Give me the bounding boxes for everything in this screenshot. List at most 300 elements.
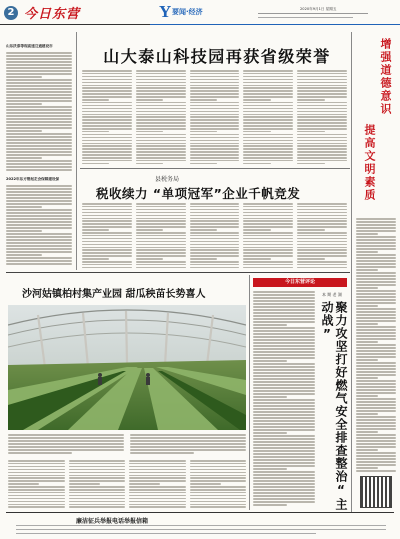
- text-line: [69, 463, 126, 465]
- text-line: [6, 157, 42, 159]
- text-line: [297, 134, 347, 136]
- text-line: [253, 462, 315, 464]
- text-line: [253, 390, 315, 392]
- text-line: [356, 434, 396, 436]
- text-line: [253, 384, 315, 386]
- text-line: [82, 226, 132, 228]
- text-line: [297, 220, 347, 222]
- text-line: [129, 489, 186, 491]
- text-line: [243, 249, 293, 251]
- text-line: [190, 489, 247, 491]
- text-line: [82, 258, 109, 260]
- text-line: [253, 378, 315, 380]
- text-line: [6, 197, 72, 199]
- text-line: [356, 305, 378, 307]
- text-line: [297, 85, 347, 87]
- text-line: [82, 128, 132, 130]
- text-line: [82, 125, 132, 127]
- text-line: [6, 130, 42, 132]
- text-line: [69, 483, 100, 485]
- text-line: [190, 472, 247, 474]
- text-line: [6, 221, 72, 223]
- text-line: [297, 264, 347, 266]
- text-line: [190, 154, 240, 156]
- text-line: [69, 460, 126, 462]
- text-line: [69, 501, 126, 503]
- text-line: [297, 140, 347, 142]
- text-line: [136, 229, 163, 231]
- text-line: [253, 333, 315, 335]
- text-line: [82, 163, 109, 165]
- text-line: [253, 363, 315, 365]
- text-line: [136, 85, 186, 87]
- text-line: [6, 82, 72, 84]
- text-line: [8, 446, 124, 448]
- text-line: [297, 111, 347, 113]
- text-line: [136, 241, 186, 243]
- text-line: [253, 330, 315, 332]
- footer-box: [6, 512, 394, 537]
- text-line: [82, 105, 132, 107]
- section-name: 要闻·经济: [172, 8, 203, 16]
- text-line: [297, 114, 347, 116]
- text-line: [356, 356, 396, 358]
- text-line: [297, 238, 347, 240]
- text-line: [82, 212, 132, 214]
- text-line: [356, 428, 396, 430]
- text-line: [6, 94, 72, 96]
- text-line: [136, 212, 186, 214]
- text-line: [8, 449, 124, 451]
- text-line: [297, 206, 347, 208]
- text-line: [8, 469, 65, 471]
- text-line: [297, 122, 347, 124]
- text-line: [253, 297, 315, 299]
- text-line: [136, 102, 186, 104]
- text-line: [136, 220, 186, 222]
- text-line: [356, 353, 396, 355]
- text-line: [243, 105, 293, 107]
- text-line: [253, 324, 287, 326]
- text-line: [356, 359, 378, 361]
- text-line: [82, 145, 132, 147]
- text-line: [6, 169, 72, 171]
- text-line: [190, 255, 240, 257]
- text-line: [69, 466, 126, 468]
- text-line: [243, 99, 270, 101]
- text-line: [356, 347, 396, 349]
- text-line: [136, 108, 186, 110]
- text-line: [82, 111, 132, 113]
- text-line: [253, 408, 315, 410]
- text-line: [82, 241, 132, 243]
- text-line: [6, 191, 72, 193]
- text-line: [253, 345, 315, 347]
- text-line: [253, 498, 315, 500]
- text-line: [190, 111, 240, 113]
- text-line: [356, 320, 396, 322]
- text-line: [243, 238, 293, 240]
- text-line: [190, 261, 240, 263]
- left-column-divider: [76, 32, 77, 270]
- text-line: [356, 335, 396, 337]
- text-line: [6, 52, 72, 54]
- text-line: [190, 215, 240, 217]
- text-line: [190, 475, 247, 477]
- text-line: [136, 218, 186, 220]
- text-line: [190, 96, 240, 98]
- text-line: [82, 90, 132, 92]
- text-line: [243, 128, 293, 130]
- text-line: [253, 480, 315, 482]
- text-line: [82, 223, 132, 225]
- text-line: [297, 119, 347, 121]
- text-line: [356, 287, 378, 289]
- text-line: [356, 311, 396, 313]
- text-line: [297, 70, 347, 72]
- left-headline-1: 山东沃泰等现高速互通建设市: [6, 44, 53, 48]
- text-line: [356, 266, 396, 268]
- text-line: [243, 241, 293, 243]
- text-line: [136, 90, 186, 92]
- newspaper-logo: 今日东营: [24, 7, 81, 22]
- right-column-divider: [351, 32, 352, 512]
- text-line: [6, 145, 72, 147]
- text-line: [356, 242, 396, 244]
- text-line: [297, 143, 347, 145]
- text-line: [356, 248, 396, 250]
- text-line: [253, 465, 315, 467]
- text-line: [136, 87, 186, 89]
- text-line: [136, 255, 186, 257]
- text-line: [243, 218, 293, 220]
- text-line: [136, 125, 186, 127]
- text-line: [190, 70, 240, 72]
- text-line: [190, 235, 240, 237]
- text-line: [6, 242, 72, 244]
- text-line: [82, 160, 132, 162]
- text-line: [190, 143, 240, 145]
- text-line: [6, 133, 72, 135]
- text-line: [82, 232, 132, 234]
- text-line: [82, 134, 132, 136]
- text-line: [297, 203, 347, 205]
- text-line: [243, 206, 293, 208]
- text-line: [6, 236, 72, 238]
- text-line: [243, 232, 293, 234]
- text-line: [356, 251, 378, 253]
- text-line: [190, 73, 240, 75]
- text-line: [6, 239, 72, 241]
- text-line: [190, 229, 217, 231]
- text-line: [297, 93, 347, 95]
- text-line: [8, 460, 65, 462]
- text-line: [136, 137, 186, 139]
- text-line: [190, 116, 240, 118]
- text-line: [253, 396, 287, 398]
- text-line: [243, 82, 293, 84]
- text-line: [190, 501, 247, 503]
- text-line: [6, 194, 72, 196]
- text-line: [356, 257, 396, 259]
- text-line: [82, 85, 132, 87]
- text-line: [190, 495, 247, 497]
- text-line: [356, 275, 396, 277]
- text-line: [253, 351, 315, 353]
- mid-page-rule: [6, 272, 350, 273]
- text-line: [297, 235, 347, 237]
- text-line: [130, 446, 246, 448]
- text-line: [190, 492, 247, 494]
- text-line: [136, 264, 186, 266]
- text-line: [243, 235, 293, 237]
- text-line: [6, 163, 72, 165]
- text-line: [6, 200, 72, 202]
- text-line: [253, 303, 315, 305]
- text-line: [6, 188, 72, 190]
- text-line: [136, 140, 186, 142]
- text-line: [243, 114, 293, 116]
- text-line: [136, 119, 186, 121]
- text-line: [297, 226, 347, 228]
- text-line: [356, 302, 396, 304]
- text-line: [136, 235, 186, 237]
- text-line: [297, 105, 347, 107]
- text-line: [253, 453, 315, 455]
- text-line: [253, 474, 315, 476]
- text-line: [356, 227, 396, 229]
- text-line: [356, 464, 396, 466]
- text-line: [6, 115, 72, 117]
- text-line: [356, 323, 378, 325]
- text-line: [129, 477, 186, 479]
- text-line: [297, 125, 347, 127]
- text-line: [6, 185, 72, 187]
- text-line: [243, 122, 293, 124]
- text-line: [356, 296, 396, 298]
- text-line: [253, 309, 315, 311]
- text-line: [136, 226, 186, 228]
- text-line: [253, 501, 315, 503]
- text-line: [82, 87, 132, 89]
- text-line: [82, 249, 132, 251]
- qr-code-image: [360, 476, 392, 508]
- text-line: [190, 122, 240, 124]
- text-line: [136, 157, 186, 159]
- text-line: [8, 492, 65, 494]
- text-line: [243, 96, 293, 98]
- text-line: [356, 350, 396, 352]
- text-line: [8, 501, 65, 503]
- right-news-box: [356, 218, 396, 508]
- text-line: [253, 315, 315, 317]
- text-line: [297, 241, 347, 243]
- text-line: [136, 99, 163, 101]
- text-line: [253, 321, 315, 323]
- footer-headline: 廉洁征兵举报电话举报信箱: [76, 518, 149, 525]
- text-line: [297, 137, 347, 139]
- text-line: [356, 380, 396, 382]
- text-line: [190, 160, 240, 162]
- text-line: [356, 326, 396, 328]
- text-line: [253, 405, 315, 407]
- text-line: [82, 157, 132, 159]
- text-line: [82, 79, 132, 81]
- text-line: [297, 131, 324, 133]
- text-line: [190, 504, 247, 506]
- footer-line-2: [16, 529, 386, 530]
- text-line: [243, 247, 293, 249]
- text-line: [356, 404, 396, 406]
- text-line: [356, 344, 396, 346]
- text-line: [297, 212, 347, 214]
- text-line: [356, 416, 396, 418]
- left-column: [6, 34, 72, 264]
- text-line: [82, 114, 132, 116]
- text-line: [297, 157, 347, 159]
- text-line: [356, 254, 396, 256]
- text-line: [136, 148, 186, 150]
- text-line: [253, 342, 315, 344]
- text-line: [253, 357, 315, 359]
- text-line: [356, 413, 378, 415]
- text-line: [69, 477, 126, 479]
- text-line: [129, 463, 186, 465]
- text-line: [297, 267, 347, 269]
- text-line: [82, 261, 132, 263]
- text-line: [356, 341, 378, 343]
- text-line: [82, 140, 132, 142]
- text-line: [190, 82, 240, 84]
- text-line: [253, 459, 315, 461]
- text-line: [82, 99, 109, 101]
- text-line: [243, 151, 293, 153]
- text-line: [356, 446, 396, 448]
- text-line: [8, 489, 65, 491]
- text-line: [6, 160, 72, 162]
- text-line: [6, 73, 72, 75]
- text-line: [243, 116, 293, 118]
- text-line: [253, 456, 315, 458]
- text-line: [129, 492, 186, 494]
- text-line: [8, 434, 124, 436]
- text-line: [253, 477, 315, 479]
- text-line: [356, 455, 396, 457]
- text-line: [190, 145, 240, 147]
- text-line: [69, 498, 126, 500]
- text-line: [243, 93, 293, 95]
- text-line: [136, 114, 186, 116]
- text-line: [6, 233, 72, 235]
- photo-story-headline: 沙河姑镇柏村集产业园 甜瓜秧苗长势喜人: [22, 289, 206, 300]
- text-line: [190, 226, 240, 228]
- text-line: [253, 486, 315, 488]
- text-line: [6, 85, 72, 87]
- text-line: [356, 272, 396, 274]
- text-line: [243, 131, 270, 133]
- text-line: [190, 247, 240, 249]
- text-line: [356, 362, 396, 364]
- text-line: [190, 131, 217, 133]
- text-line: [297, 247, 347, 249]
- text-line: [190, 241, 240, 243]
- text-line: [136, 143, 186, 145]
- text-line: [190, 157, 240, 159]
- text-line: [130, 437, 246, 439]
- text-line: [69, 486, 126, 488]
- text-line: [6, 257, 72, 259]
- text-line: [253, 402, 315, 404]
- text-line: [69, 495, 126, 497]
- text-line: [190, 506, 247, 508]
- text-line: [253, 441, 315, 443]
- text-line: [253, 426, 315, 428]
- text-line: [6, 103, 42, 105]
- text-line: [356, 407, 396, 409]
- left-headline-2: 2022年东方帮起走会保障建设保: [6, 177, 60, 181]
- bottom-article-body: [8, 460, 246, 510]
- text-line: [6, 139, 72, 141]
- text-line: [243, 70, 293, 72]
- text-line: [8, 486, 65, 488]
- text-line: [253, 450, 315, 452]
- text-line: [243, 252, 293, 254]
- text-line: [190, 232, 240, 234]
- text-line: [243, 87, 293, 89]
- text-line: [8, 437, 124, 439]
- text-line: [297, 99, 324, 101]
- text-line: [69, 475, 126, 477]
- text-line: [136, 134, 186, 136]
- text-line: [6, 251, 72, 253]
- text-line: [136, 244, 186, 246]
- section-letter: Y: [159, 2, 172, 21]
- text-line: [8, 440, 124, 442]
- text-line: [356, 230, 396, 232]
- text-line: [356, 281, 396, 283]
- text-line: [356, 308, 396, 310]
- text-line: [82, 137, 132, 139]
- text-line: [356, 314, 396, 316]
- text-line: [6, 227, 72, 229]
- text-line: [136, 122, 186, 124]
- text-line: [136, 131, 163, 133]
- text-line: [243, 209, 293, 211]
- text-line: [253, 336, 315, 338]
- text-line: [82, 209, 132, 211]
- text-line: [129, 501, 186, 503]
- text-line: [82, 247, 132, 249]
- text-line: [297, 82, 347, 84]
- text-line: [82, 255, 132, 257]
- text-line: [253, 354, 315, 356]
- text-line: [243, 203, 293, 205]
- text-line: [190, 249, 240, 251]
- text-line: [129, 498, 186, 500]
- text-line: [8, 475, 65, 477]
- text-line: [243, 145, 293, 147]
- text-line: [190, 244, 240, 246]
- text-line: [297, 215, 347, 217]
- text-line: [82, 267, 132, 269]
- text-line: [129, 460, 186, 462]
- text-line: [243, 76, 293, 78]
- text-line: [136, 105, 186, 107]
- text-line: [6, 206, 42, 208]
- text-line: [130, 434, 246, 436]
- text-line: [243, 143, 293, 145]
- text-line: [8, 477, 65, 479]
